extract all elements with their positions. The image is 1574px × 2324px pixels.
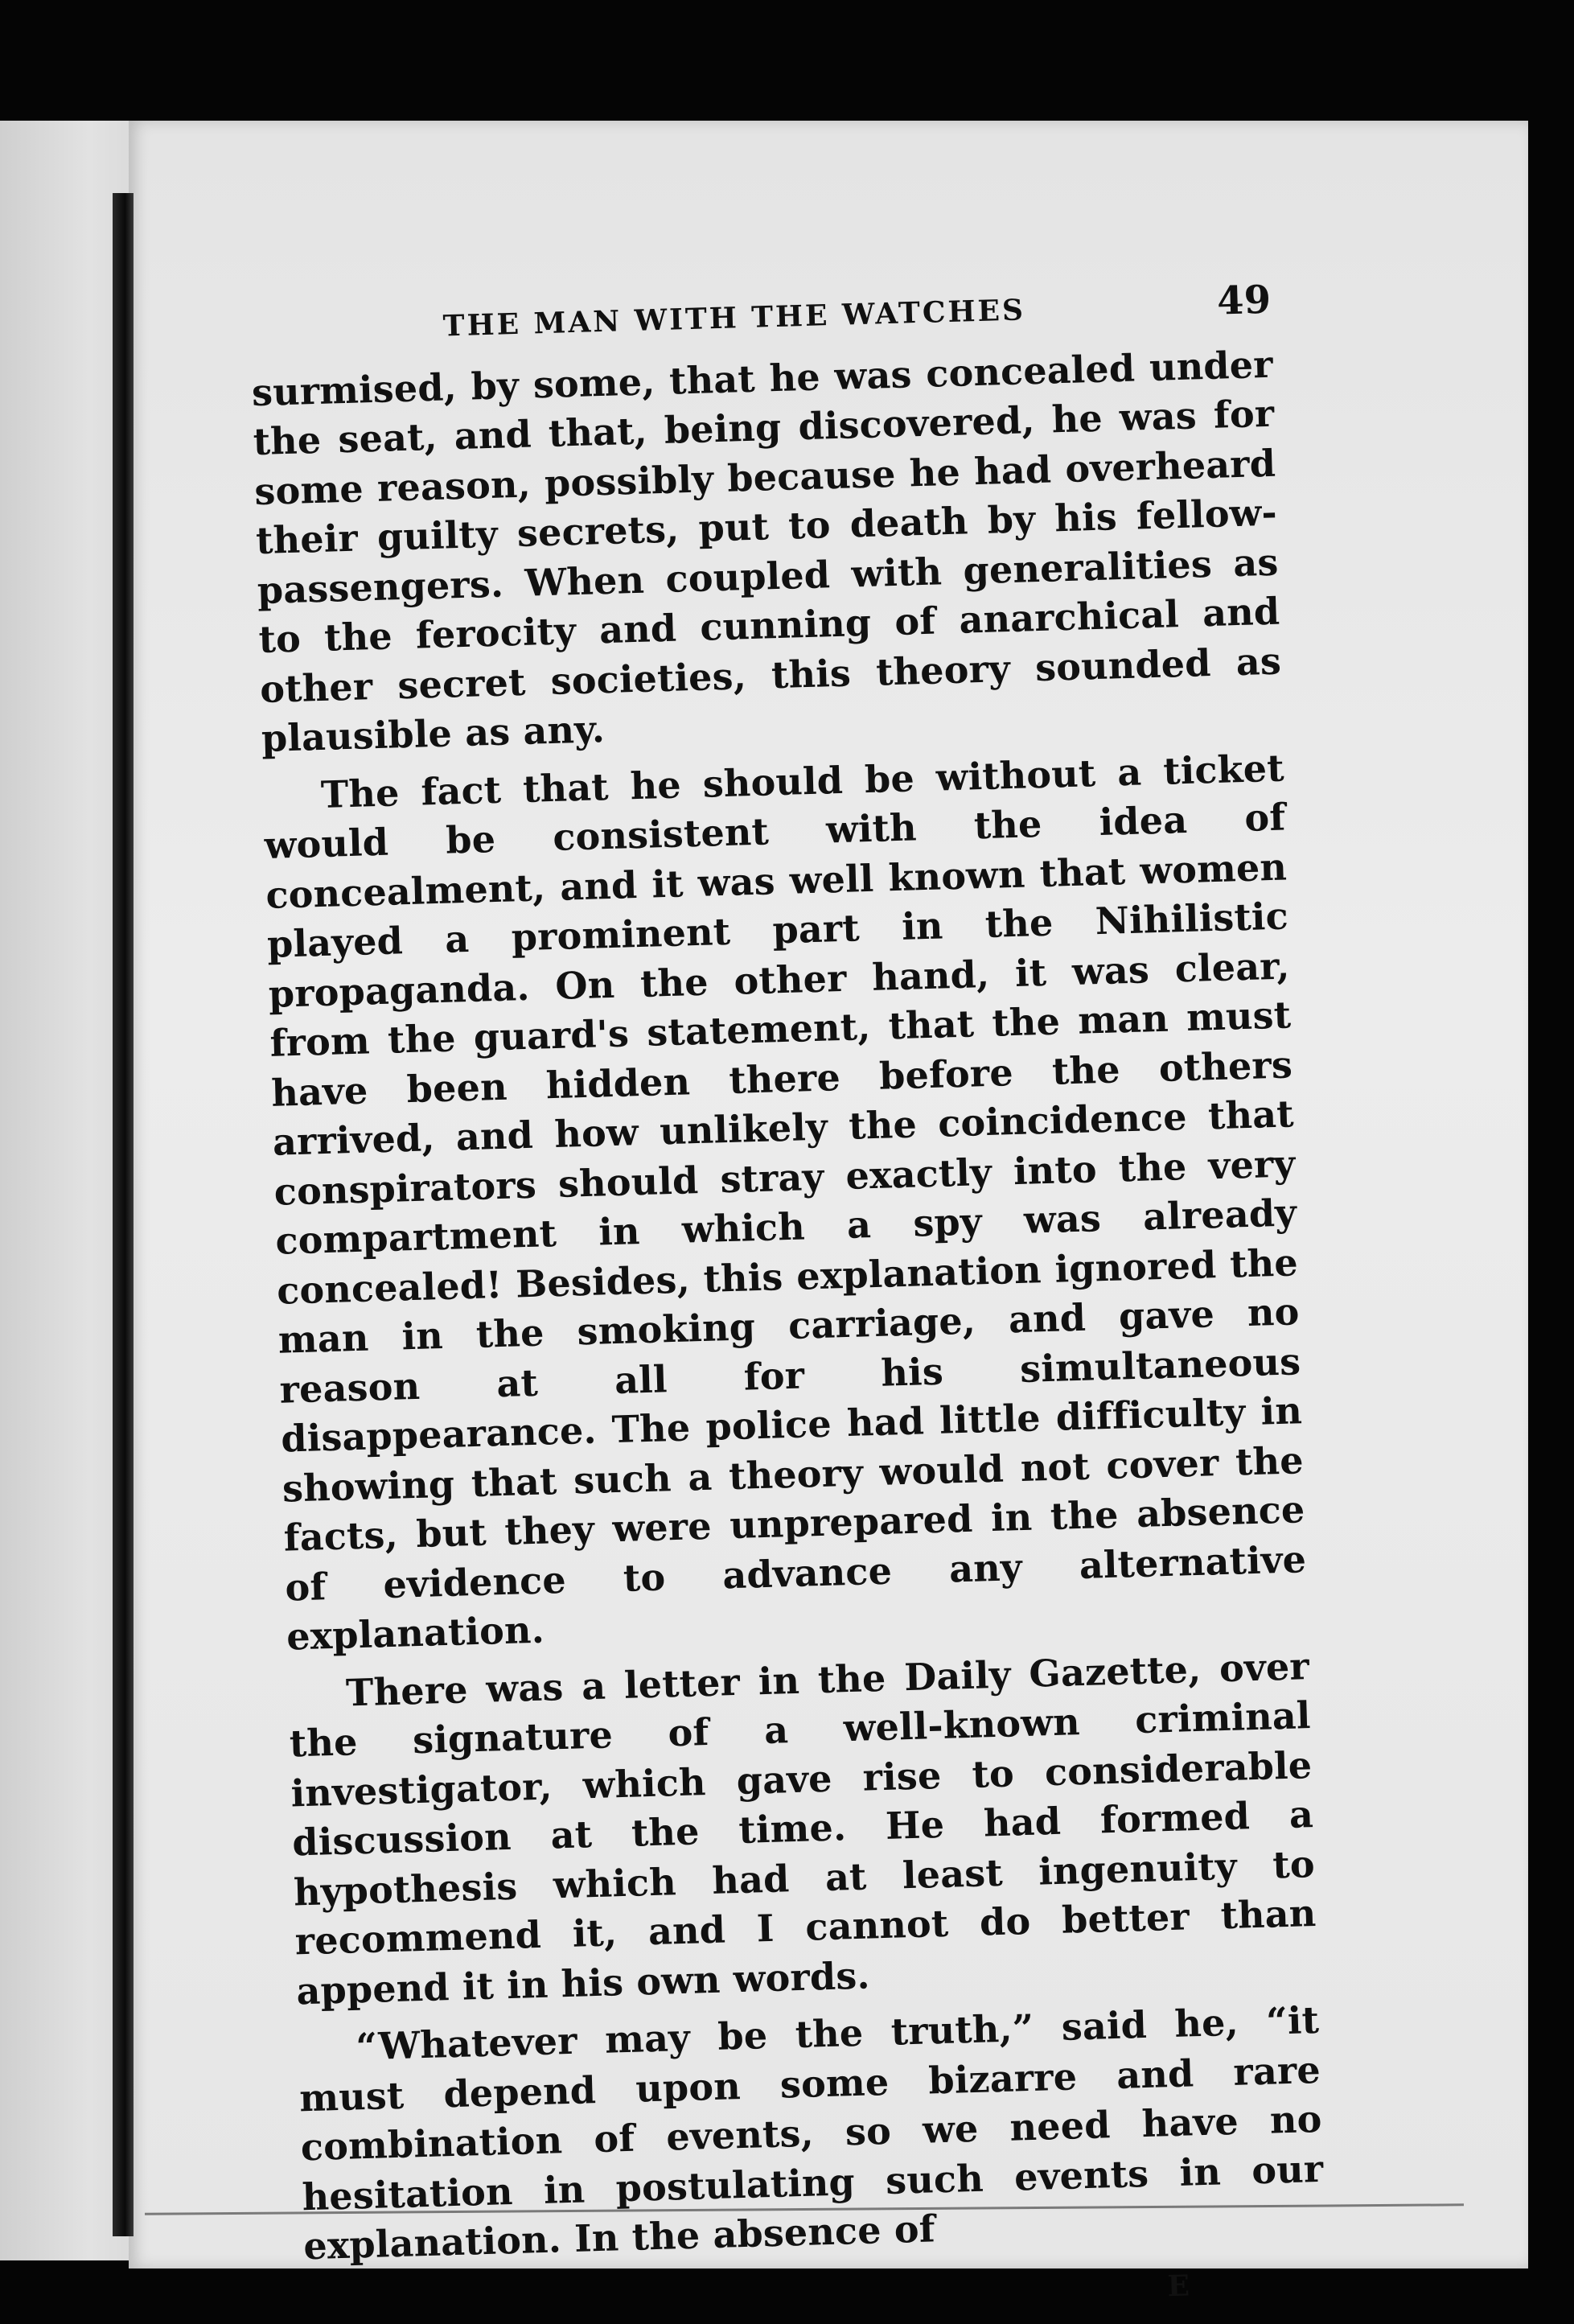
signature-mark: E [1166,2268,1190,2303]
running-head: THE MAN WITH THE WATCHES [442,293,1026,343]
book-spine [113,193,134,2236]
paragraph-4: “Whatever may be the truth,” said he, “it must depend upon some bizarre and rare combination of events, so we need have no hesitation in postulating such events in our explanation. In the absence of [298,1997,1324,2268]
paragraph-1: surmised, by some, that he was concealed under the seat, and that, being discovered, he was for some reason, possibly because he had overheard their guilty secrets, put to death by his fellow-passengers. When coupled with generalities as to the ferocity and cunning of anarchical and other secret societies, this theory sounded as plausible as any. [251,342,1282,761]
page-text-block [249,276,1327,2324]
paragraph-3: There was a letter in the Daily Gazette, over the signature of a well-known criminal investigator, which gave rise to considerable discussion at the time. He had formed a hypothesis which had at least ingenuity to recommend it, and I cannot do better than append it in his own words. [289,1643,1317,2013]
paragraph-2: The fact that he should be without a ticket would be consistent with the idea of concealment, and it was well known that women played a prominent part in the Nihilistic propaganda. On the other hand, it was clear, from the guard's statement, that the man must have been hidden there before the others arrived, and how unlikely the coincidence that conspirators should stray exactly into the very compartment in which a spy was already concealed! Besides, this explanation ignored the man in the smoking carriage, and gave no reason at all for his simultaneous disappearance. The police had little difficulty in showing that such a theory would not cover the facts, but they were unprepared in the absence of evidence to advance any alternative explanation. [264,746,1307,1659]
page-number: 49 [1216,277,1272,324]
